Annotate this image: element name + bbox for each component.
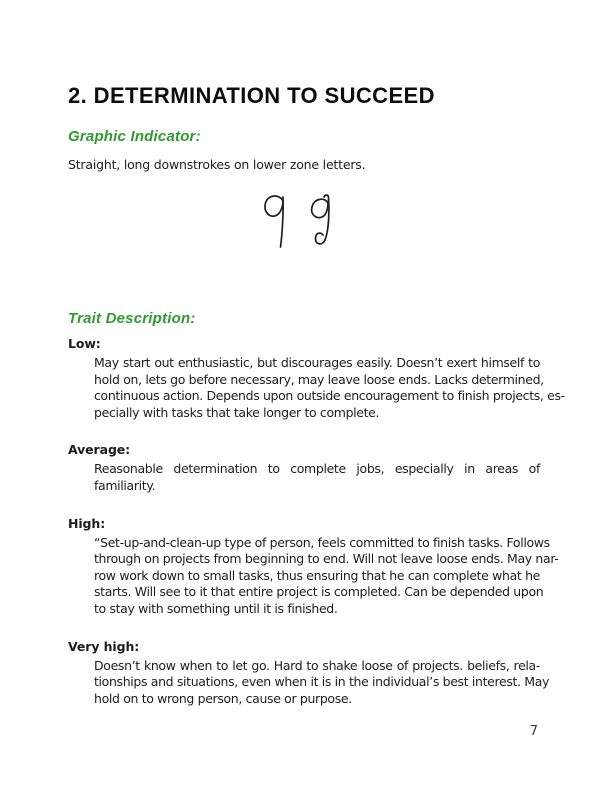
trait-level-label: High: — [68, 515, 106, 531]
paragraph-line: hold on to wrong person, cause or purpose. — [94, 690, 352, 706]
trait-description-heading: Trait Description: — [68, 310, 196, 328]
paragraph-line: tionships and situations, even when it is in the individual’s best interest. May — [94, 674, 550, 690]
graphic-indicator-description: Straight, long downstrokes on lower zone letters. — [68, 157, 366, 173]
paragraph-line: Doesn’t know when to let go. Hard to shake loose of projects. beliefs, rela- — [94, 657, 540, 673]
trait-section-low — [68, 336, 565, 421]
trait-level-paragraph — [94, 657, 550, 708]
handwriting-sample-qg-icon — [256, 190, 348, 252]
trait-level-paragraph — [94, 461, 540, 494]
trait-level-label: Very high: — [68, 638, 140, 654]
trait-level-label: Low: — [68, 336, 101, 352]
letter-g-glyph — [312, 195, 329, 244]
paragraph-line: row work down to small tasks, thus ensuring that he can complete what he — [94, 567, 540, 583]
trait-level-paragraph — [94, 534, 559, 618]
letter-q-glyph — [265, 196, 283, 247]
trait-section-very-high — [68, 638, 550, 708]
page-title: 2. DETERMINATION TO SUCCEED — [68, 83, 435, 108]
trait-level-paragraph — [94, 355, 565, 421]
paragraph-line: Reasonable determination to complete jobs, especially in areas of familiarity. — [94, 461, 540, 494]
trait-section-high — [68, 515, 559, 618]
paragraph-line: pecially with tasks that take longer to complete. — [94, 404, 380, 420]
paragraph-line: starts. Will see to it that entire project is completed. Can be depended upon — [94, 584, 544, 600]
paragraph-line: continuous action. Depends upon outside encouragement to finish projects, es- — [94, 388, 565, 404]
graphic-indicator-heading: Graphic Indicator: — [68, 128, 201, 146]
trait-section-average — [68, 442, 540, 494]
handwriting-sample-svg — [256, 190, 348, 252]
trait-level-label: Average: — [68, 442, 131, 458]
paragraph-line: through on projects from beginning to end. Will not leave loose ends. May nar- — [94, 551, 559, 567]
paragraph-line: to stay with something until it is finished. — [94, 601, 338, 617]
paragraph-line: May start out enthusiastic, but discourages easily. Doesn’t exert himself to — [94, 355, 540, 371]
page-number: 7 — [529, 724, 538, 739]
paragraph-line: hold on, lets go before necessary, may leave loose ends. Lacks determined, — [94, 371, 544, 387]
paragraph-line: “Set-up-and-clean-up type of person, feels committed to finish tasks. Follows — [94, 534, 550, 550]
